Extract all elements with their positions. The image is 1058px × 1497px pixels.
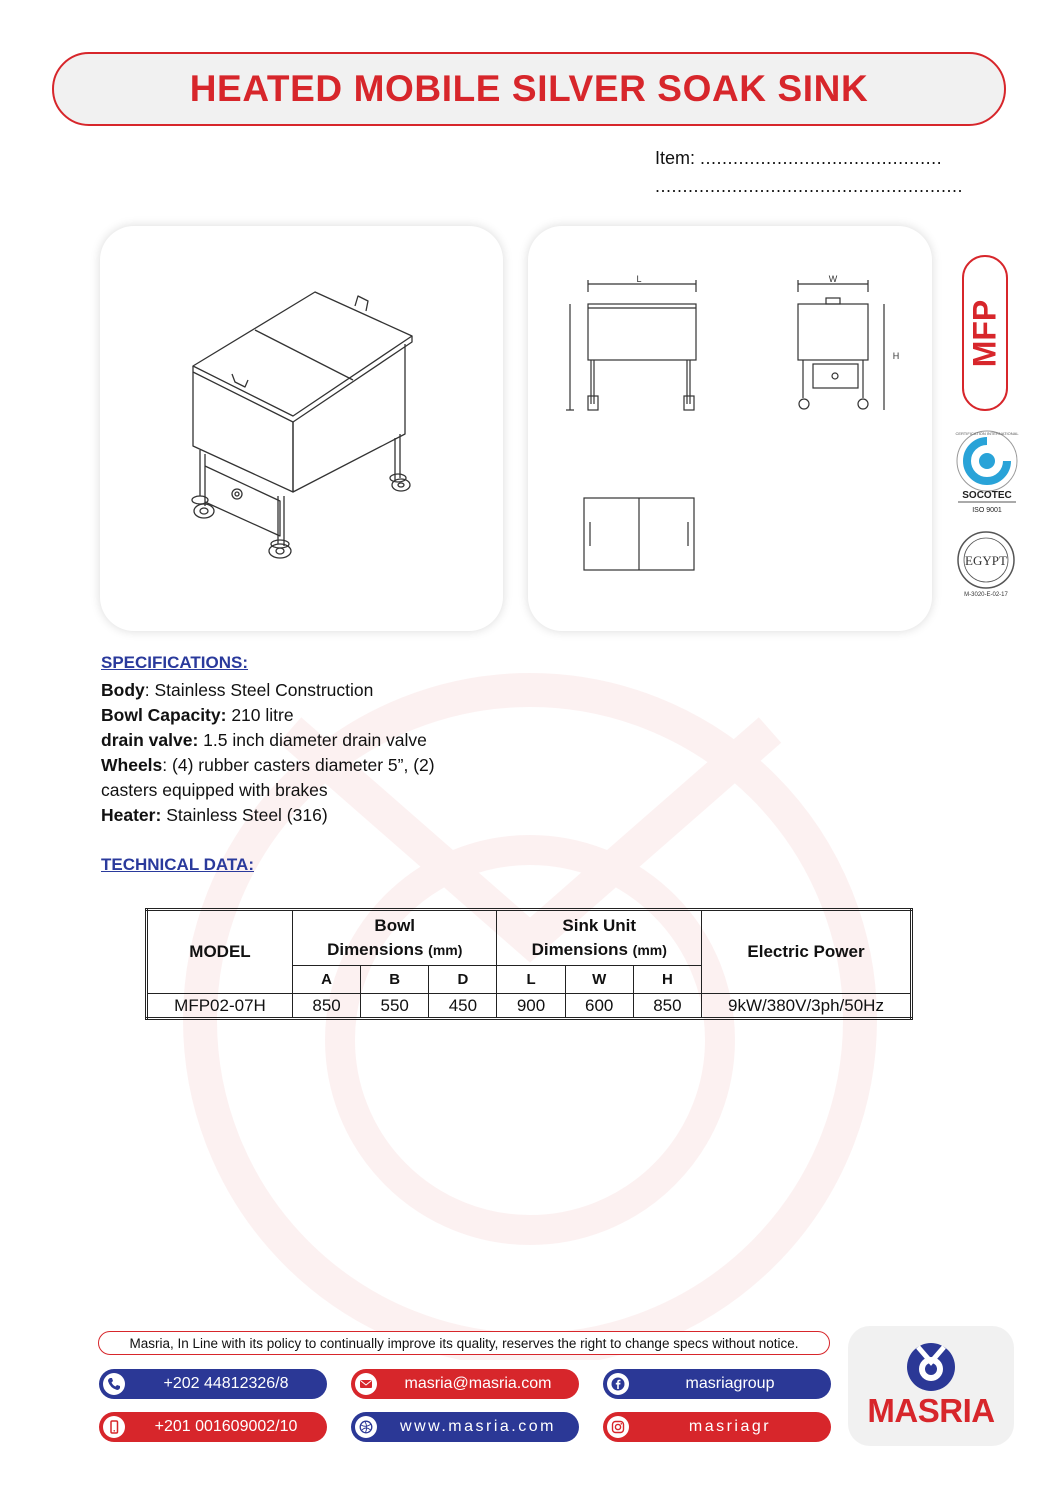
dimension-label-length: L [636,274,642,284]
email-icon [355,1373,377,1395]
instagram-contact[interactable] [603,1412,831,1442]
egypt-seal-name: EGYPT [965,553,1007,568]
instagram-text: masriagr [688,1418,772,1435]
header-d: D [429,966,497,994]
specifications-list [101,678,481,828]
technical-data-heading: TECHNICAL DATA: [101,855,254,874]
header-a: A [293,966,361,994]
phone-icon [103,1373,125,1395]
item-dots-2: ........................................................ [655,176,964,196]
facebook-contact[interactable] [603,1369,831,1399]
cell-w: 600 [565,994,633,1019]
masria-wordmark: MASRIA [867,1392,995,1429]
orthographic-views-panel [528,226,932,631]
model-series-badge [962,255,1008,411]
specs-notice: Masria, In Line with its policy to continually improve its quality, reserves the right to change specs without notice. [98,1331,830,1355]
masria-emblem-icon [903,1338,959,1392]
cell-power: 9kW/380V/3ph/50Hz [702,994,912,1019]
header-electric-power: Electric Power [702,910,912,994]
cell-h: 850 [633,994,701,1019]
item-field-line-2 [655,176,963,197]
website-contact[interactable] [351,1412,579,1442]
header-b: B [361,966,429,994]
table-row [147,994,912,1019]
masria-logo [848,1326,1014,1446]
spec-wheels: Wheels: (4) rubber casters diameter 5”, (2) casters equipped with brakes [101,755,435,800]
spec-drain-valve: drain valve: 1.5 inch diameter drain valve [101,730,427,750]
cell-a: 850 [293,994,361,1019]
instagram-icon [607,1416,629,1438]
facebook-text: masriagroup [685,1375,775,1392]
email-text: masria@masria.com [404,1375,552,1392]
page-title: HEATED MOBILE SILVER SOAK SINK [189,68,869,109]
item-field [655,148,942,169]
website-text: www.masria.com [400,1418,556,1435]
sink-orthographic-drawing [528,226,932,631]
cell-model: MFP02-07H [147,994,293,1019]
socotec-name: SOCOTEC [962,490,1012,501]
egypt-certification-seal [948,528,1024,598]
cell-d: 450 [429,994,497,1019]
technical-data-table [145,908,913,1020]
web-icon [355,1416,377,1438]
header-w: W [565,966,633,994]
phone-text: +202 44812326/8 [163,1375,289,1392]
spec-heater: Heater: Stainless Steel (316) [101,805,328,825]
title-banner [52,52,1006,126]
facebook-icon [607,1373,629,1395]
mobile-contact[interactable] [99,1412,327,1442]
item-dots-1: ............................................ [700,148,943,168]
dimension-label-width: W [828,274,838,284]
model-series-code: MFP [966,299,1003,367]
product-perspective-panel [100,226,503,631]
header-h: H [633,966,701,994]
mobile-text: +201 001609002/10 [154,1418,298,1435]
spec-body: Body: Stainless Steel Construction [101,680,374,700]
cell-b: 550 [361,994,429,1019]
header-sink-dimensions: Sink Unit Dimensions (mm) [497,910,702,966]
iso-standard: ISO 9001 [972,507,1002,514]
header-l: L [497,966,565,994]
phone-contact[interactable] [99,1369,327,1399]
email-contact[interactable] [351,1369,579,1399]
socotec-iso-certification [948,423,1026,515]
dimension-label-height: H [892,351,900,361]
socotec-arc-text: CERTIFICATION INTERNATIONAL [955,431,1019,436]
header-model: MODEL [147,910,293,994]
spec-bowl-capacity: Bowl Capacity: 210 litre [101,705,294,725]
egypt-seal-code: M-3020-E-02-17 [964,592,1008,598]
item-label: Item: [655,148,696,168]
sink-perspective-drawing [100,226,503,631]
header-bowl-dimensions: Bowl Dimensions (mm) [293,910,497,966]
specifications-heading: SPECIFICATIONS: [101,653,249,672]
mobile-icon [103,1416,125,1438]
cell-l: 900 [497,994,565,1019]
